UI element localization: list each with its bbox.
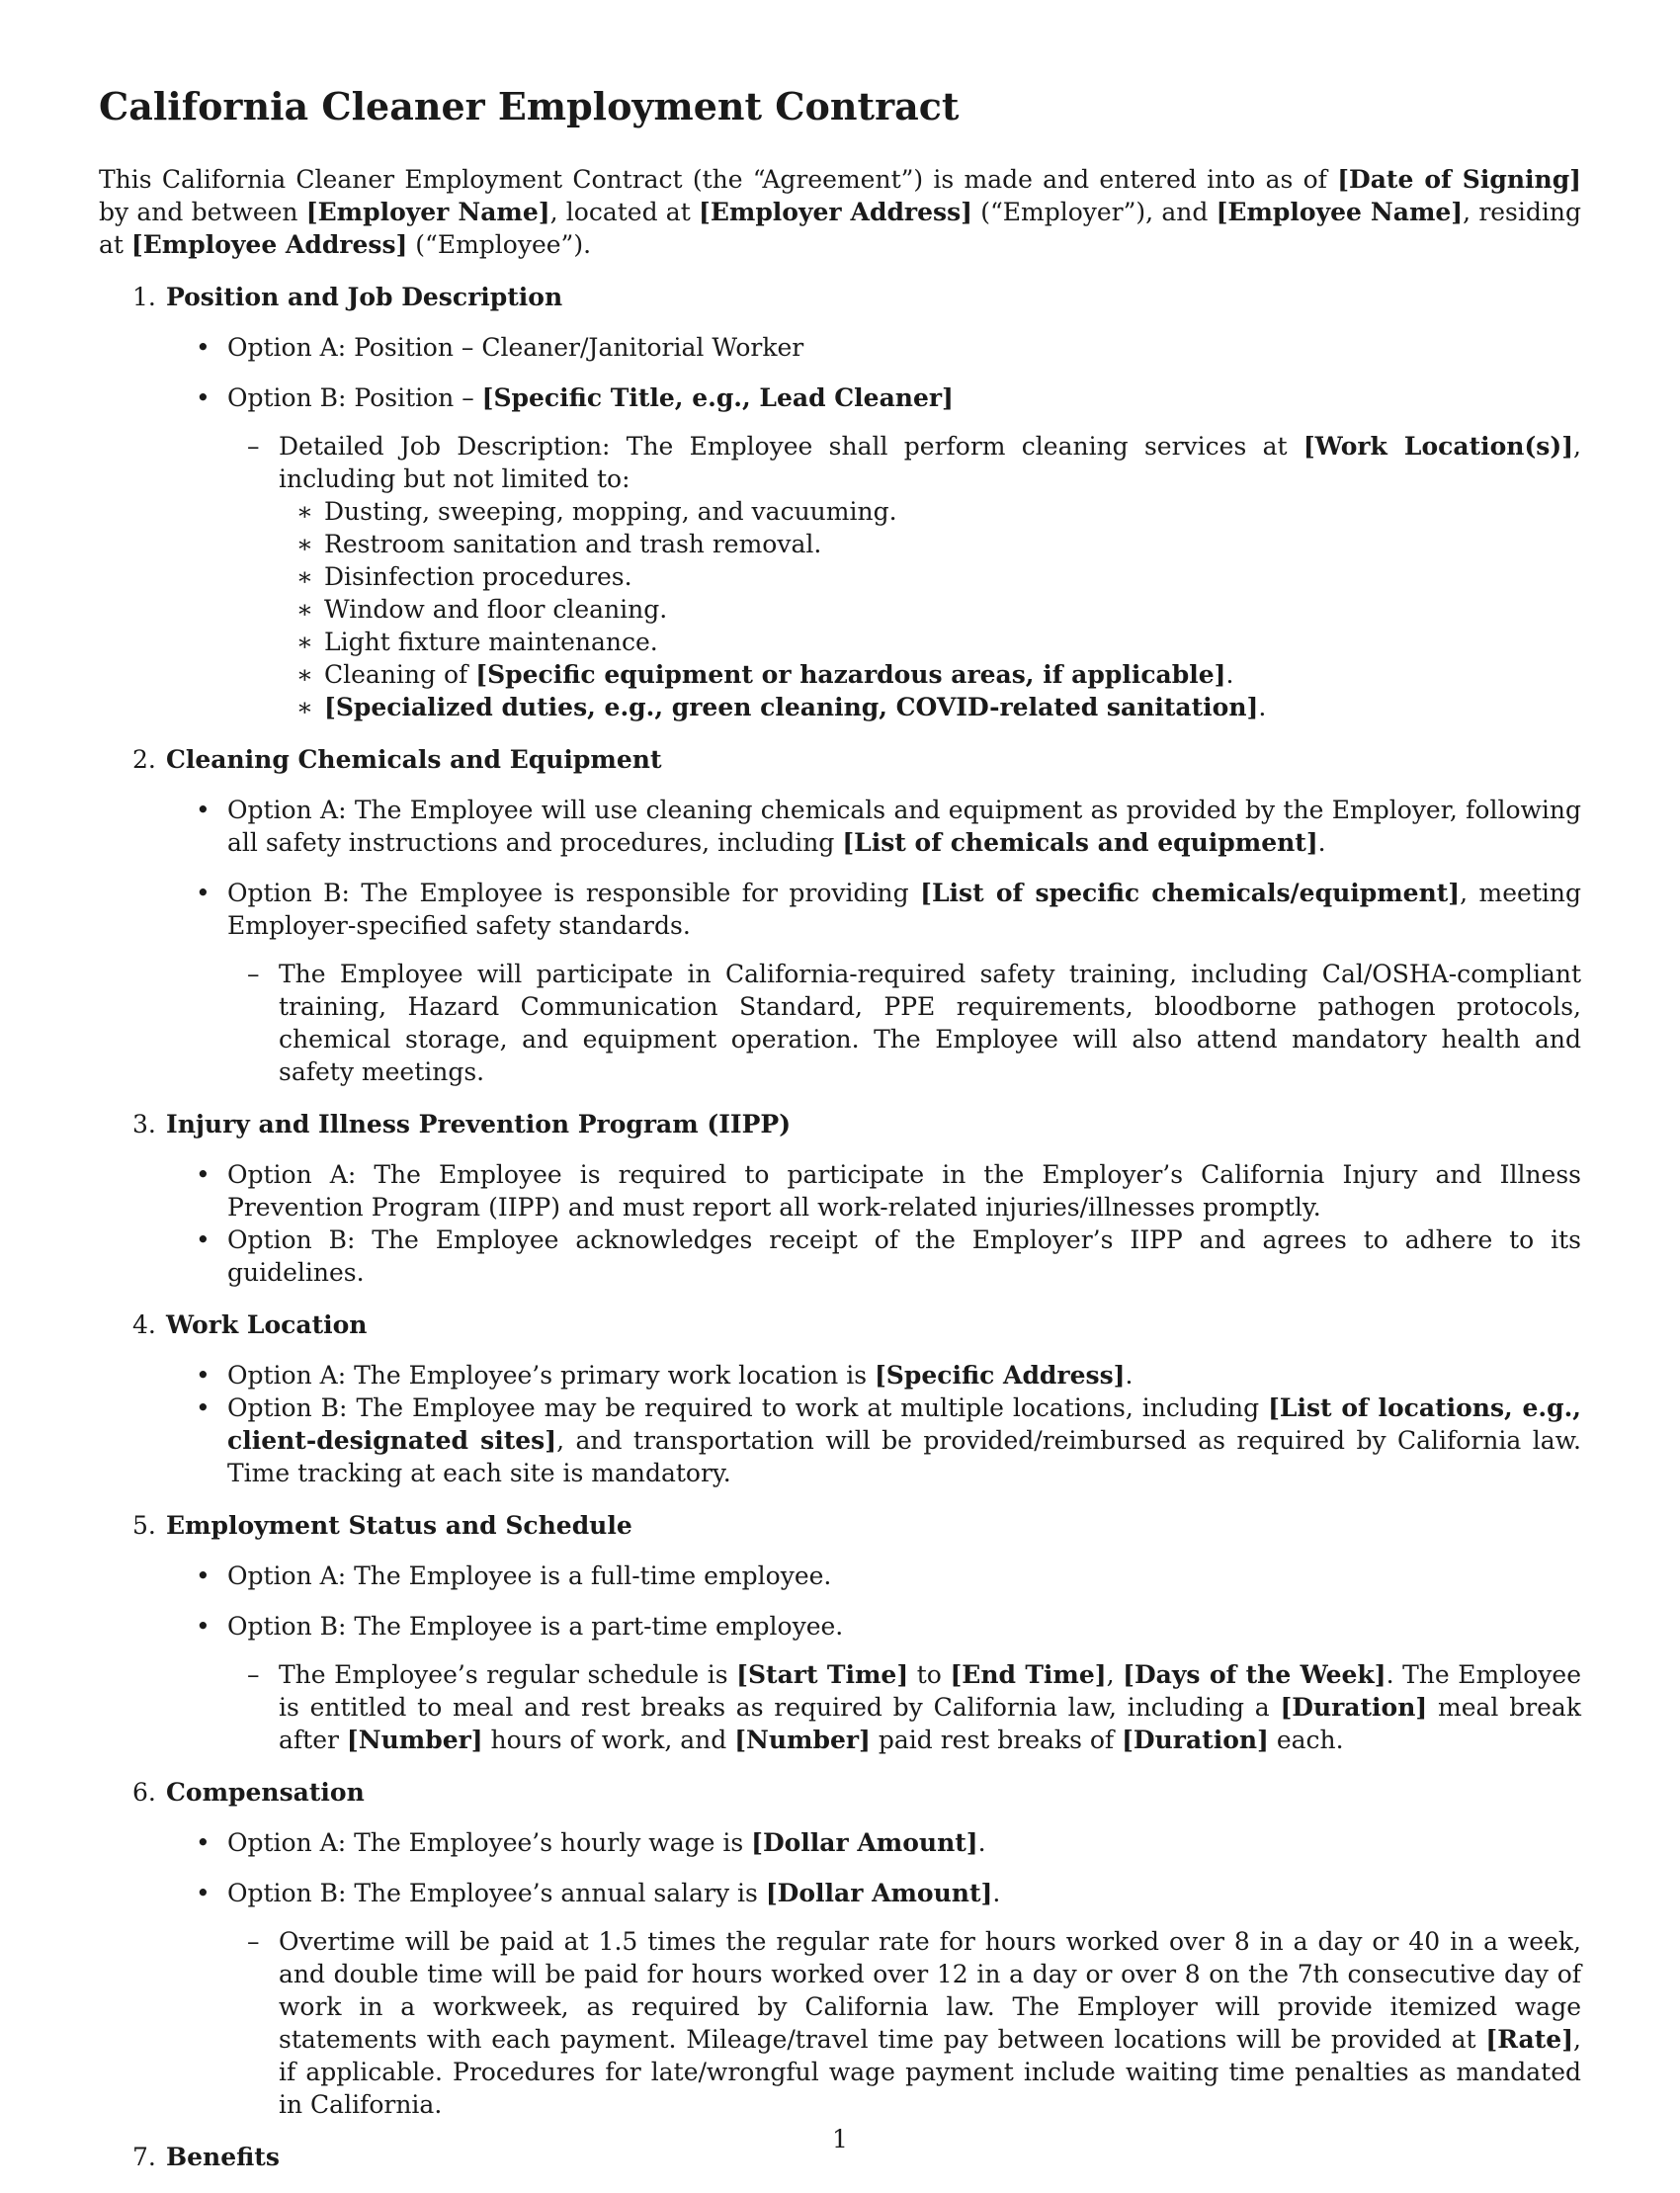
option-b: • Option B: The Employee may be required to work at multiple locations, including [List of locations, e.g., client-designated sites], and transportation will be provided/reimbursed as required by California law. Time tracking at each site is mandatory. xyxy=(166,1392,1581,1489)
safety-training: – The Employee will participate in California-required safety training, including Cal/OSHA-compliant training, Hazard Communication Standard, PPE requirements, bloodborne pathogen protocols, chemical storage, and equipment operation. The Employee will also attend mandatory health and safety meetings. xyxy=(227,958,1581,1088)
meal-duration-field: [Duration] xyxy=(1280,1692,1428,1722)
option-a: • Option A: The Employee is a full-time employee. xyxy=(166,1560,1581,1592)
hourly-wage-field: [Dollar Amount] xyxy=(751,1827,978,1857)
section-title: Position and Job Description xyxy=(166,282,563,311)
rest-duration-field: [Duration] xyxy=(1122,1725,1269,1754)
section-position xyxy=(99,281,1581,723)
employer-address-field: [Employer Address] xyxy=(698,197,972,226)
equipment-field: [Specific equipment or hazardous areas, if applicable] xyxy=(475,659,1226,689)
overtime-details: – Overtime will be paid at 1.5 times the regular rate for hours worked over 8 in a day or 40 in a week, and double time will be paid for hours worked over 12 in a day or over 8 on the 7th consecutive day of work in a workweek, as required by California law. The Employer will provide itemized wage statements with each payment. Mileage/travel time pay between locations will be provided at [Rate], if applicable. Procedures for late/wrongful wage payment include waiting time penalties as mandated in California. xyxy=(227,1925,1581,2121)
options-list xyxy=(166,1158,1581,1289)
options-list xyxy=(166,794,1581,1088)
document-page xyxy=(99,84,1581,2193)
section-chemicals xyxy=(99,743,1581,1088)
section-title: Compensation xyxy=(166,1777,365,1807)
schedule-details: – The Employee’s regular schedule is [Start Time] to [End Time], [Days of the Week]. The Employee is entitled to meal and rest breaks as required by California law, including a [Duration] meal break after [Number] hours of work, and [Number] paid rest breaks of [Duration] each. xyxy=(227,1658,1581,1756)
annual-salary-field: [Dollar Amount] xyxy=(765,1878,993,1907)
section-number: 4. xyxy=(132,1309,156,1339)
section-number: 6. xyxy=(132,1777,156,1807)
section-number: 1. xyxy=(132,282,156,311)
option-b: • Option B: Position – [Specific Title, e.g., Lead Cleaner] – Detailed Job Description: The Employee shall perform cleaning services at [Work Location(s)], including but not limited to: ∗ Dusting, sweeping, mopping, and vacuuming. ∗ Restroom sanitation and trash removal. ∗ Disinfection procedures. ∗ Window and floor cleaning. ∗ Light fixture maintenance. ∗ Cleaning of [Specific equipment or hazardous areas, if applicable]. ∗ [Specialized duties, e.g., green cleaning, COVID-related sanitation]. xyxy=(166,381,1581,723)
duty-item: ∗ Restroom sanitation and trash removal. xyxy=(279,528,1581,560)
options-list xyxy=(166,331,1581,723)
employee-name-field: [Employee Name] xyxy=(1216,197,1464,226)
specific-title-field: [Specific Title, e.g., Lead Cleaner] xyxy=(481,382,954,412)
option-a: • Option A: The Employee is required to participate in the Employer’s California Injury and Illness Prevention Program (IIPP) and must report all work-related injuries/illnesses promptly. xyxy=(166,1158,1581,1223)
option-a: • Option A: The Employee’s primary work location is [Specific Address]. xyxy=(166,1359,1581,1392)
specialized-duties-field: [Specialized duties, e.g., green cleaning, COVID-related sanitation] xyxy=(324,692,1259,721)
options-list xyxy=(166,1560,1581,1756)
days-of-week-field: [Days of the Week] xyxy=(1123,1659,1386,1689)
sub-list xyxy=(227,958,1581,1088)
section-number: 5. xyxy=(132,1510,156,1540)
specific-address-field: [Specific Address] xyxy=(874,1360,1126,1390)
specific-chemicals-field: [List of specific chemicals/equipment] xyxy=(920,878,1461,907)
option-b: • Option B: The Employee is a part-time employee. – The Employee’s regular schedule is [Start Time] to [End Time], [Days of the Week]. The Employee is entitled to meal and rest breaks as required by California law, including a [Duration] meal break after [Number] hours of work, and [Number] paid rest breaks of [Duration] each. xyxy=(166,1610,1581,1756)
duty-item: ∗ Light fixture maintenance. xyxy=(279,626,1581,658)
rest-breaks-number-field: [Number] xyxy=(734,1725,871,1754)
section-title: Benefits xyxy=(166,2142,280,2171)
date-of-signing-field: [Date of Signing] xyxy=(1337,164,1581,194)
option-a: • Option A: The Employee will use cleaning chemicals and equipment as provided by the Employer, following all safety instructions and procedures, including [List of chemicals and equipment]. xyxy=(166,794,1581,859)
sub-list xyxy=(227,1925,1581,2121)
option-a: • Option A: The Employee’s hourly wage is [Dollar Amount]. xyxy=(166,1826,1581,1859)
section-title: Employment Status and Schedule xyxy=(166,1510,632,1540)
section-number: 2. xyxy=(132,744,156,774)
duty-item: ∗ [Specialized duties, e.g., green cleaning, COVID-related sanitation]. xyxy=(279,691,1581,723)
section-work-location xyxy=(99,1308,1581,1489)
options-list xyxy=(166,1826,1581,2121)
section-title: Injury and Illness Prevention Program (IIPP) xyxy=(166,1109,792,1139)
section-number: 7. xyxy=(132,2142,156,2171)
rate-field: [Rate] xyxy=(1485,2024,1574,2054)
work-location-field: [Work Location(s)] xyxy=(1302,431,1574,461)
sub-list xyxy=(227,430,1581,723)
section-number: 3. xyxy=(132,1109,156,1139)
options-list xyxy=(166,1359,1581,1489)
section-iipp xyxy=(99,1108,1581,1289)
option-a: • Option A: Position – Cleaner/Janitorial Worker xyxy=(166,331,1581,364)
employee-address-field: [Employee Address] xyxy=(130,229,408,259)
option-b: • Option B: The Employee’s annual salary is [Dollar Amount]. – Overtime will be paid at 1.5 times the regular rate for hours worked over 8 in a day or 40 in a week, and double time will be paid for hours worked over 12 in a day or over 8 on the 7th consecutive day of work in a workweek, as required by California law. The Employer will provide itemized wage statements with each payment. Mileage/travel time pay between locations will be provided at [Rate], if applicable. Procedures for late/wrongful wage payment include waiting time penalties as mandated in California. xyxy=(166,1877,1581,2121)
option-b: • Option B: The Employee acknowledges receipt of the Employer’s IIPP and agrees to adhere to its guidelines. xyxy=(166,1223,1581,1289)
section-compensation xyxy=(99,1776,1581,2121)
duty-item: ∗ Window and floor cleaning. xyxy=(279,593,1581,626)
section-schedule xyxy=(99,1509,1581,1756)
employer-name-field: [Employer Name] xyxy=(305,197,550,226)
hours-number-field: [Number] xyxy=(346,1725,483,1754)
option-b: • Option B: The Employee is responsible for providing [List of specific chemicals/equipment], meeting Employer-specified safety standards. – The Employee will participate in California-required safety training, including Cal/OSHA-compliant training, Hazard Communication Standard, PPE requirements, bloodborne pathogen protocols, chemical storage, and equipment operation. The Employee will also attend mandatory health and safety meetings. xyxy=(166,877,1581,1088)
duty-item: ∗ Cleaning of [Specific equipment or hazardous areas, if applicable]. xyxy=(279,658,1581,691)
locations-list-field: [List of locations, e.g., client-designated sites] xyxy=(227,1392,1581,1455)
page-number: 1 xyxy=(832,2125,848,2153)
duty-item: ∗ Disinfection procedures. xyxy=(279,560,1581,593)
sections-list xyxy=(99,281,1581,2173)
duties-list xyxy=(279,495,1581,723)
chemicals-list-field: [List of chemicals and equipment] xyxy=(842,827,1318,857)
sub-list xyxy=(227,1658,1581,1756)
job-description: – Detailed Job Description: The Employee shall perform cleaning services at [Work Location(s)], including but not limited to: ∗ Dusting, sweeping, mopping, and vacuuming. ∗ Restroom sanitation and trash removal. ∗ Disinfection procedures. ∗ Window and floor cleaning. ∗ Light fixture maintenance. ∗ Cleaning of [Specific equipment or hazardous areas, if applicable]. ∗ [Specialized duties, e.g., green cleaning, COVID-related sanitation]. xyxy=(227,430,1581,723)
duty-item: ∗ Dusting, sweeping, mopping, and vacuuming. xyxy=(279,495,1581,528)
section-title: Cleaning Chemicals and Equipment xyxy=(166,744,662,774)
start-time-field: [Start Time] xyxy=(736,1659,909,1689)
intro-paragraph: This California Cleaner Employment Contract (the “Agreement”) is made and entered into as of [Date of Signing] by and between [Employer Name], located at [Employer Address] (“Employer”), and [Employee Name], residing at [Employee Address] (“Employee”). xyxy=(99,164,1581,259)
end-time-field: [End Time] xyxy=(950,1659,1107,1689)
section-title: Work Location xyxy=(166,1309,368,1339)
document-title: California Cleaner Employment Contract xyxy=(99,84,960,128)
